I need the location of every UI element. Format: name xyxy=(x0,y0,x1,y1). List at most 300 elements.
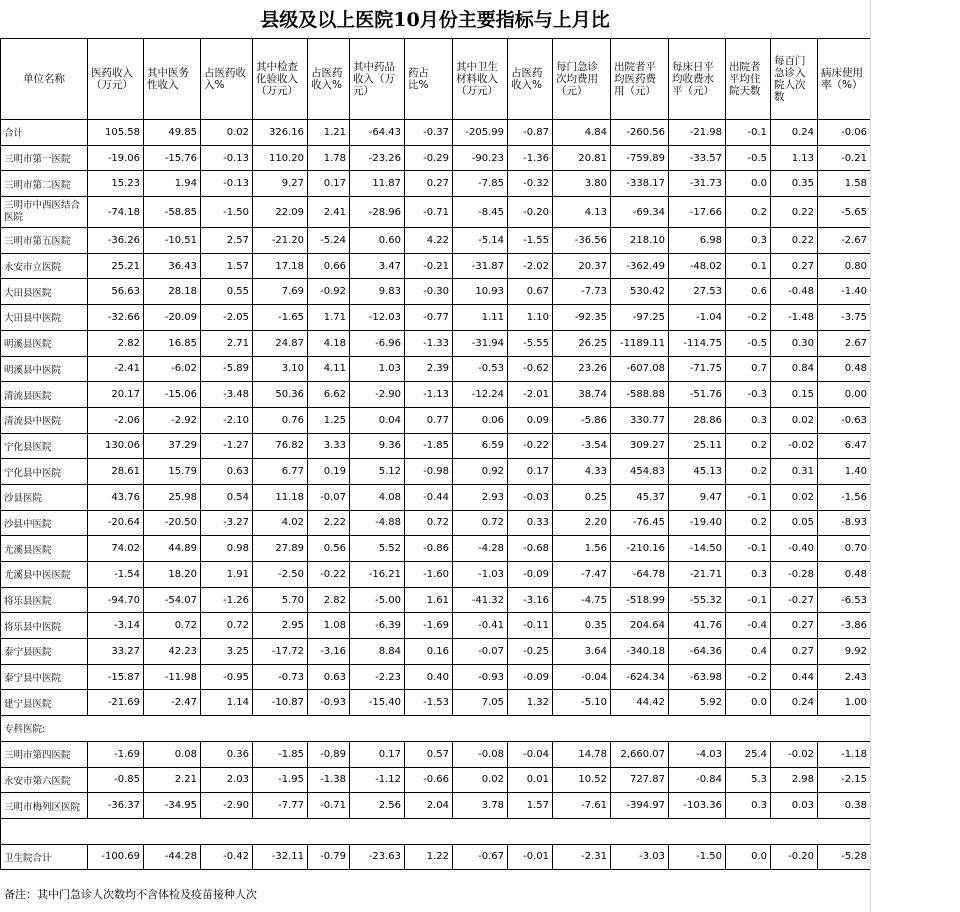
table-row xyxy=(1,120,871,146)
hospital-name-cell: 大田县医院 xyxy=(1,279,88,305)
value-cell: -0.07 xyxy=(453,639,508,665)
value-cell: -0.42 xyxy=(201,844,253,870)
section-label: 专科医院: xyxy=(1,716,88,742)
empty-cell xyxy=(350,716,405,742)
value-cell: 2.39 xyxy=(405,356,453,382)
value-cell: -2.23 xyxy=(350,664,405,690)
empty-cell xyxy=(508,818,553,844)
value-cell: -7.61 xyxy=(553,793,611,819)
value-cell: -1.48 xyxy=(771,305,818,331)
value-cell: 0.16 xyxy=(405,639,453,665)
value-cell: 1.11 xyxy=(453,305,508,331)
value-cell: 44.89 xyxy=(144,536,201,562)
value-cell: -15.87 xyxy=(88,664,144,690)
empty-cell xyxy=(308,818,350,844)
value-cell: -2.67 xyxy=(818,228,871,254)
value-cell: 2.03 xyxy=(201,767,253,793)
value-cell: 1.14 xyxy=(201,690,253,716)
value-cell: -7.73 xyxy=(553,279,611,305)
value-cell: 1.32 xyxy=(508,690,553,716)
value-cell: -0.13 xyxy=(201,171,253,197)
value-cell: 0.02 xyxy=(201,120,253,146)
value-cell: -1.85 xyxy=(253,741,308,767)
column-header: 医药收入（万元） xyxy=(88,39,144,120)
column-header: 占医药收入% xyxy=(201,39,253,120)
value-cell: -1.26 xyxy=(201,587,253,613)
value-cell: 3.78 xyxy=(453,793,508,819)
value-cell: 7.69 xyxy=(253,279,308,305)
hospital-name-cell: 三明市梅列区医院 xyxy=(1,793,88,819)
table-row xyxy=(1,793,871,819)
value-cell: -4.88 xyxy=(350,510,405,536)
value-cell: -44.28 xyxy=(144,844,201,870)
value-cell: 50.36 xyxy=(253,382,308,408)
value-cell: -7.47 xyxy=(553,562,611,588)
value-cell: -0.09 xyxy=(508,562,553,588)
value-cell: -2.02 xyxy=(508,253,553,279)
value-cell: 0.35 xyxy=(771,171,818,197)
value-cell: -36.26 xyxy=(88,228,144,254)
value-cell: 2.57 xyxy=(201,228,253,254)
value-cell: 1.13 xyxy=(771,145,818,171)
value-cell: -0.2 xyxy=(726,305,771,331)
value-cell: -58.85 xyxy=(144,197,201,228)
value-cell: -1.95 xyxy=(253,767,308,793)
value-cell: 110.20 xyxy=(253,145,308,171)
value-cell: -3.16 xyxy=(308,639,350,665)
table-row xyxy=(1,459,871,485)
value-cell: -19.06 xyxy=(88,145,144,171)
value-cell: 5.12 xyxy=(350,459,405,485)
value-cell: -3.14 xyxy=(88,613,144,639)
empty-cell xyxy=(405,818,453,844)
empty-cell xyxy=(553,716,611,742)
value-cell: -0.07 xyxy=(308,484,350,510)
value-cell: 20.17 xyxy=(88,382,144,408)
value-cell: 0.72 xyxy=(453,510,508,536)
value-cell: 2.98 xyxy=(771,767,818,793)
hospital-name-cell: 永安市立医院 xyxy=(1,253,88,279)
table-row xyxy=(1,197,871,228)
value-cell: -1.85 xyxy=(405,433,453,459)
hospital-name-cell: 三明市第一医院 xyxy=(1,145,88,171)
table-row xyxy=(1,844,871,870)
value-cell: -54.07 xyxy=(144,587,201,613)
table-row xyxy=(1,279,871,305)
value-cell: 36.43 xyxy=(144,253,201,279)
value-cell: -394.97 xyxy=(611,793,669,819)
value-cell: -0.1 xyxy=(726,536,771,562)
empty-cell xyxy=(771,716,818,742)
value-cell: -1.69 xyxy=(405,613,453,639)
value-cell: 15.23 xyxy=(88,171,144,197)
value-cell: 0.63 xyxy=(201,459,253,485)
column-header: 病床使用率（%） xyxy=(818,39,871,120)
value-cell: 4.22 xyxy=(405,228,453,254)
value-cell: 1.57 xyxy=(201,253,253,279)
value-cell: 0.55 xyxy=(201,279,253,305)
value-cell: -0.53 xyxy=(453,356,508,382)
value-cell: 37.29 xyxy=(144,433,201,459)
value-cell: 1.78 xyxy=(308,145,350,171)
value-cell: 0.54 xyxy=(201,484,253,510)
value-cell: -0.01 xyxy=(508,844,553,870)
value-cell: -0.08 xyxy=(453,741,508,767)
value-cell: -1189.11 xyxy=(611,330,669,356)
empty-cell xyxy=(453,818,508,844)
value-cell: -33.57 xyxy=(669,145,726,171)
hospital-name-cell: 尤溪县中医医院 xyxy=(1,562,88,588)
value-cell: -0.62 xyxy=(508,356,553,382)
value-cell: -2.06 xyxy=(88,407,144,433)
value-cell: -0.89 xyxy=(308,741,350,767)
value-cell: 0.84 xyxy=(771,356,818,382)
value-cell: -17.72 xyxy=(253,639,308,665)
value-cell: -21.69 xyxy=(88,690,144,716)
table-row xyxy=(1,305,871,331)
value-cell: -23.26 xyxy=(350,145,405,171)
value-cell: 3.33 xyxy=(308,433,350,459)
table-row xyxy=(1,171,871,197)
value-cell: -8.45 xyxy=(453,197,508,228)
empty-cell xyxy=(88,818,144,844)
value-cell: -1.50 xyxy=(669,844,726,870)
value-cell: 25.4 xyxy=(726,741,771,767)
value-cell: 2.82 xyxy=(308,587,350,613)
value-cell: -0.02 xyxy=(771,433,818,459)
table-row xyxy=(1,562,871,588)
value-cell: 4.11 xyxy=(308,356,350,382)
value-cell: 9.47 xyxy=(669,484,726,510)
value-cell: 2.82 xyxy=(88,330,144,356)
value-cell: 4.13 xyxy=(553,197,611,228)
value-cell: 0.02 xyxy=(453,767,508,793)
value-cell: 309.27 xyxy=(611,433,669,459)
blank-row xyxy=(1,818,871,844)
column-header: 占医药收入% xyxy=(508,39,553,120)
value-cell: -0.5 xyxy=(726,145,771,171)
empty-cell xyxy=(201,716,253,742)
hospital-name-cell: 三明市第四医院 xyxy=(1,741,88,767)
column-header: 出院者平均住院天数 xyxy=(726,39,771,120)
empty-cell xyxy=(88,716,144,742)
empty-cell xyxy=(405,716,453,742)
hospital-name-cell: 三明市第二医院 xyxy=(1,171,88,197)
value-cell: 0.02 xyxy=(771,484,818,510)
value-cell: -15.40 xyxy=(350,690,405,716)
value-cell: -0.1 xyxy=(726,587,771,613)
table-row xyxy=(1,356,871,382)
table-row xyxy=(1,484,871,510)
value-cell: -69.34 xyxy=(611,197,669,228)
table-row xyxy=(1,741,871,767)
empty-cell xyxy=(201,818,253,844)
value-cell: -5.10 xyxy=(553,690,611,716)
empty-cell xyxy=(611,818,669,844)
value-cell: -1.13 xyxy=(405,382,453,408)
value-cell: -338.17 xyxy=(611,171,669,197)
value-cell: -1.12 xyxy=(350,767,405,793)
value-cell: -0.44 xyxy=(405,484,453,510)
value-cell: 6.47 xyxy=(818,433,871,459)
value-cell: 1.56 xyxy=(553,536,611,562)
value-cell: -0.86 xyxy=(405,536,453,562)
value-cell: 0.2 xyxy=(726,459,771,485)
value-cell: 0.02 xyxy=(771,407,818,433)
table-row xyxy=(1,690,871,716)
empty-cell xyxy=(144,818,201,844)
value-cell: 0.4 xyxy=(726,639,771,665)
value-cell: -21.20 xyxy=(253,228,308,254)
value-cell: 2.41 xyxy=(308,197,350,228)
value-cell: 0.48 xyxy=(818,562,871,588)
value-cell: -0.09 xyxy=(508,664,553,690)
value-cell: 2.67 xyxy=(818,330,871,356)
value-cell: 8.84 xyxy=(350,639,405,665)
value-cell: -210.16 xyxy=(611,536,669,562)
value-cell: 0.7 xyxy=(726,356,771,382)
value-cell: 4.84 xyxy=(553,120,611,146)
value-cell: 0.3 xyxy=(726,793,771,819)
value-cell: -10.51 xyxy=(144,228,201,254)
value-cell: -74.18 xyxy=(88,197,144,228)
value-cell: -205.99 xyxy=(453,120,508,146)
value-cell: -3.27 xyxy=(201,510,253,536)
value-cell: -1.54 xyxy=(88,562,144,588)
value-cell: -3.86 xyxy=(818,613,871,639)
value-cell: -5.55 xyxy=(508,330,553,356)
table-row xyxy=(1,145,871,171)
value-cell: 0.25 xyxy=(553,484,611,510)
value-cell: -1.56 xyxy=(818,484,871,510)
value-cell: -0.41 xyxy=(453,613,508,639)
value-cell: -5.28 xyxy=(818,844,871,870)
value-cell: -92.35 xyxy=(553,305,611,331)
value-cell: 44.42 xyxy=(611,690,669,716)
empty-cell xyxy=(726,818,771,844)
value-cell: -759.89 xyxy=(611,145,669,171)
value-cell: -32.11 xyxy=(253,844,308,870)
value-cell: -1.04 xyxy=(669,305,726,331)
empty-cell xyxy=(818,818,871,844)
value-cell: -17.66 xyxy=(669,197,726,228)
value-cell: -0.03 xyxy=(508,484,553,510)
value-cell: 1.57 xyxy=(508,793,553,819)
value-cell: -2.05 xyxy=(201,305,253,331)
value-cell: 0.40 xyxy=(405,664,453,690)
value-cell: -0.87 xyxy=(508,120,553,146)
value-cell: 1.71 xyxy=(308,305,350,331)
value-cell: -0.71 xyxy=(308,793,350,819)
value-cell: -624.34 xyxy=(611,664,669,690)
sheet-title: 县级及以上医院10月份主要指标与上月比 xyxy=(260,9,610,31)
value-cell: -0.93 xyxy=(308,690,350,716)
value-cell: 2.56 xyxy=(350,793,405,819)
value-cell: -0.4 xyxy=(726,613,771,639)
value-cell: 18.20 xyxy=(144,562,201,588)
empty-cell xyxy=(726,716,771,742)
value-cell: 3.80 xyxy=(553,171,611,197)
indicator-table xyxy=(0,38,871,870)
value-cell: -0.21 xyxy=(818,145,871,171)
value-cell: 1.08 xyxy=(308,613,350,639)
value-cell: 1.40 xyxy=(818,459,871,485)
value-cell: 0.80 xyxy=(818,253,871,279)
column-header: 单位名称 xyxy=(1,39,88,120)
value-cell: -0.68 xyxy=(508,536,553,562)
value-cell: 0.3 xyxy=(726,562,771,588)
hospital-name-cell: 建宁县医院 xyxy=(1,690,88,716)
value-cell: -518.99 xyxy=(611,587,669,613)
value-cell: -0.04 xyxy=(553,664,611,690)
hospital-name-cell: 沙县医院 xyxy=(1,484,88,510)
value-cell: 49.85 xyxy=(144,120,201,146)
value-cell: 0.72 xyxy=(405,510,453,536)
value-cell: -3.48 xyxy=(201,382,253,408)
table-row xyxy=(1,587,871,613)
hospital-name-cell: 明溪县中医院 xyxy=(1,356,88,382)
value-cell: -12.03 xyxy=(350,305,405,331)
value-cell: 0.00 xyxy=(818,382,871,408)
value-cell: 0.06 xyxy=(453,407,508,433)
value-cell: 6.59 xyxy=(453,433,508,459)
value-cell: 0.19 xyxy=(308,459,350,485)
value-cell: -100.69 xyxy=(88,844,144,870)
table-row xyxy=(1,228,871,254)
value-cell: -0.13 xyxy=(201,145,253,171)
value-cell: -0.32 xyxy=(508,171,553,197)
value-cell: 454.83 xyxy=(611,459,669,485)
header-row xyxy=(1,39,871,120)
value-cell: 11.18 xyxy=(253,484,308,510)
value-cell: 0.44 xyxy=(771,664,818,690)
value-cell: -1.38 xyxy=(308,767,350,793)
value-cell: -31.73 xyxy=(669,171,726,197)
value-cell: -0.22 xyxy=(308,562,350,588)
value-cell: 1.61 xyxy=(405,587,453,613)
value-cell: 38.74 xyxy=(553,382,611,408)
column-header: 其中医务性收入 xyxy=(144,39,201,120)
value-cell: -90.23 xyxy=(453,145,508,171)
value-cell: 1.03 xyxy=(350,356,405,382)
value-cell: -1.33 xyxy=(405,330,453,356)
value-cell: 0.17 xyxy=(308,171,350,197)
value-cell: -0.04 xyxy=(508,741,553,767)
value-cell: -21.71 xyxy=(669,562,726,588)
value-cell: -12.24 xyxy=(453,382,508,408)
value-cell: 0.22 xyxy=(771,197,818,228)
value-cell: 2.93 xyxy=(453,484,508,510)
value-cell: 0.77 xyxy=(405,407,453,433)
value-cell: -1.69 xyxy=(88,741,144,767)
value-cell: 0.0 xyxy=(726,844,771,870)
hospital-name-cell: 宁化县中医院 xyxy=(1,459,88,485)
value-cell: -1.50 xyxy=(201,197,253,228)
value-cell: 2,660.07 xyxy=(611,741,669,767)
table-row xyxy=(1,664,871,690)
value-cell: -0.1 xyxy=(726,484,771,510)
value-cell: -64.43 xyxy=(350,120,405,146)
value-cell: -2.90 xyxy=(350,382,405,408)
value-cell: -3.75 xyxy=(818,305,871,331)
value-cell: 2.95 xyxy=(253,613,308,639)
hospital-name-cell: 泰宁县医院 xyxy=(1,639,88,665)
value-cell: 6.98 xyxy=(669,228,726,254)
value-cell: -0.71 xyxy=(405,197,453,228)
value-cell: -4.03 xyxy=(669,741,726,767)
value-cell: -1.60 xyxy=(405,562,453,588)
value-cell: 4.02 xyxy=(253,510,308,536)
value-cell: -362.49 xyxy=(611,253,669,279)
value-cell: -64.36 xyxy=(669,639,726,665)
value-cell: 0.17 xyxy=(508,459,553,485)
value-cell: 2.71 xyxy=(201,330,253,356)
value-cell: -5.00 xyxy=(350,587,405,613)
table-row xyxy=(1,330,871,356)
value-cell: -55.32 xyxy=(669,587,726,613)
value-cell: -31.87 xyxy=(453,253,508,279)
value-cell: 3.25 xyxy=(201,639,253,665)
value-cell: -51.76 xyxy=(669,382,726,408)
value-cell: -1.18 xyxy=(818,741,871,767)
value-cell: 20.81 xyxy=(553,145,611,171)
value-cell: -2.41 xyxy=(88,356,144,382)
value-cell: 2.22 xyxy=(308,510,350,536)
value-cell: 0.2 xyxy=(726,433,771,459)
value-cell: 27.53 xyxy=(669,279,726,305)
value-cell: 33.27 xyxy=(88,639,144,665)
value-cell: 1.25 xyxy=(308,407,350,433)
value-cell: -5.14 xyxy=(453,228,508,254)
value-cell: -1.03 xyxy=(453,562,508,588)
value-cell: -0.37 xyxy=(405,120,453,146)
value-cell: 1.21 xyxy=(308,120,350,146)
value-cell: 0.24 xyxy=(771,120,818,146)
empty-cell xyxy=(611,716,669,742)
value-cell: -0.11 xyxy=(508,613,553,639)
value-cell: 22.09 xyxy=(253,197,308,228)
value-cell: 0.33 xyxy=(508,510,553,536)
empty-cell xyxy=(818,716,871,742)
value-cell: 0.27 xyxy=(405,171,453,197)
value-cell: -0.40 xyxy=(771,536,818,562)
value-cell: 28.86 xyxy=(669,407,726,433)
value-cell: 0.56 xyxy=(308,536,350,562)
value-cell: 105.58 xyxy=(88,120,144,146)
hospital-name-cell: 三明市第五医院 xyxy=(1,228,88,254)
value-cell: 1.58 xyxy=(818,171,871,197)
value-cell: -5.65 xyxy=(818,197,871,228)
value-cell: -15.06 xyxy=(144,382,201,408)
value-cell: 27.89 xyxy=(253,536,308,562)
column-header: 每门急诊次均费用（元） xyxy=(553,39,611,120)
value-cell: 9.27 xyxy=(253,171,308,197)
value-cell: 23.26 xyxy=(553,356,611,382)
table-row xyxy=(1,767,871,793)
empty-cell xyxy=(508,716,553,742)
value-cell: -0.22 xyxy=(508,433,553,459)
value-cell: 0.30 xyxy=(771,330,818,356)
value-cell: -3.03 xyxy=(611,844,669,870)
value-cell: -2.15 xyxy=(818,767,871,793)
value-cell: -0.95 xyxy=(201,664,253,690)
value-cell: -4.75 xyxy=(553,587,611,613)
value-cell: 41.76 xyxy=(669,613,726,639)
value-cell: 1.00 xyxy=(818,690,871,716)
value-cell: -0.5 xyxy=(726,330,771,356)
value-cell: 530.42 xyxy=(611,279,669,305)
value-cell: -0.21 xyxy=(405,253,453,279)
